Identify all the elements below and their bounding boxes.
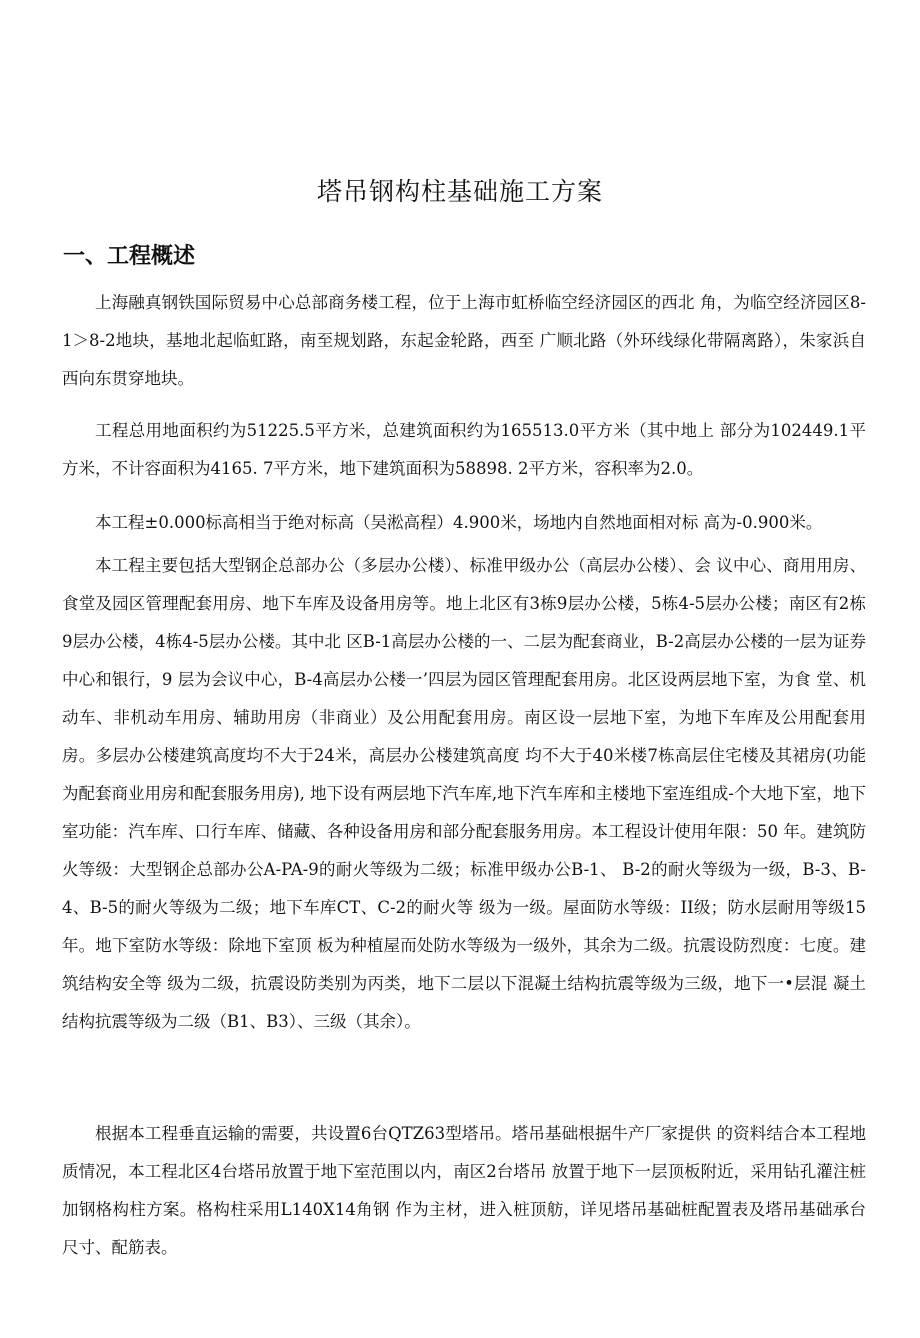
paragraph-elevation: 本工程±0.000标高相当于绝对标高（吴淞高程）4.900米，场地内自然地面相对标 高为-0.900米。 — [95, 513, 823, 532]
paragraph-project-area: 工程总用地面积约为51225.5平方米，总建筑面积约为165513.0平方米（其中地上 部分为102449.1平方米，不计容面积为4165. 7平方米，地下建筑面积为58898. 2平方米，容积率为2.0。 — [62, 421, 866, 478]
paragraph-project-location: 上海融真钢铁国际贸易中心总部商务楼工程，位于上海市虹桥临空经济园区的西北 角，为临空经济园区8-1＞8-2地块，基地北起临虹路，南至规划路，东起金轮路，西至 广顺北路（外环线绿化带隔离路），朱家浜自西向东贯穿地块。 — [62, 293, 866, 388]
section-heading-overview: 一、工程概述 — [63, 244, 196, 269]
paragraph-tower-crane: 根据本工程垂直运输的需要，共设置6台QTZ63型塔吊。塔吊基础根据牛产厂家提供 的资料结合本工程地质情况，本工程北区4台塔吊放置于地下室范围以内，南区2台塔吊 放置于地下一层顶板附近，采用钻孔灌注桩加钢格构柱方案。格构柱采用L140X14角钢 作为主材，进入桩顶舫，详见塔吊基础桩配置表及塔吊基础承台尺寸、配筋表。 — [62, 1124, 866, 1257]
paragraph-building-composition: 本工程主要包括大型钢企总部办公（多层办公楼）、标准甲级办公（高层办公楼）、会 议中心、商用用房、食堂及园区管理配套用房、地下车库及设备用房等。地上北区有3栋9层办公楼，5栋4-5层办公楼；南区有2栋9层办公楼，4栋4-5层办公楼。其中北 区B-1高层办公楼的一、二层为配套商业，B-2高层办公楼的一层为证券中心和银行，9 层为会议中心，B-4高层办公楼一’四层为园区管理配套用房。北区设两层地下室，为食 堂、机动车、非机动车用房、辅助用房（非商业）及公用配套用房。南区设一层地下室，为地下车库及公用配套用房。多层办公楼建筑高度均不大于24米，高层办公楼建筑高度 均不大于40米楼7栋高层住宅楼及其裙房(功能为配套商业用房和配套服务用房), 地下设有两层地下汽车库,地下汽车库和主楼地下室连组成-个大地下室，地下室功能：汽车库、口行车库、储藏、各种设备用房和部分配套服务用房。本工程设计使用年限：50 年。建筑防火等级：大型钢企总部办公A-PA-9的耐火等级为二级；标准甲级办公B-1、 B-2的耐火等级为一级，B-3、B-4、B-5的耐火等级为二级；地下车库CT、C-2的耐火等 级为一级。屋面防水等级：II级；防水层耐用等级15年。地下室防水等级：除地下室顶 板为种植屋而处防水等级为一级外，其余为二级。抗震设防烈度：七度。建筑结构安全等 级为二级，抗震设防类别为丙类，地下二层以下混凝土结构抗震等级为三级，地下一•层混 凝土结构抗震等级为二级（B1、B3）、三级（其余）。 — [62, 556, 866, 1031]
page-title: 塔吊钢构柱基础施工方案 — [316, 177, 603, 206]
